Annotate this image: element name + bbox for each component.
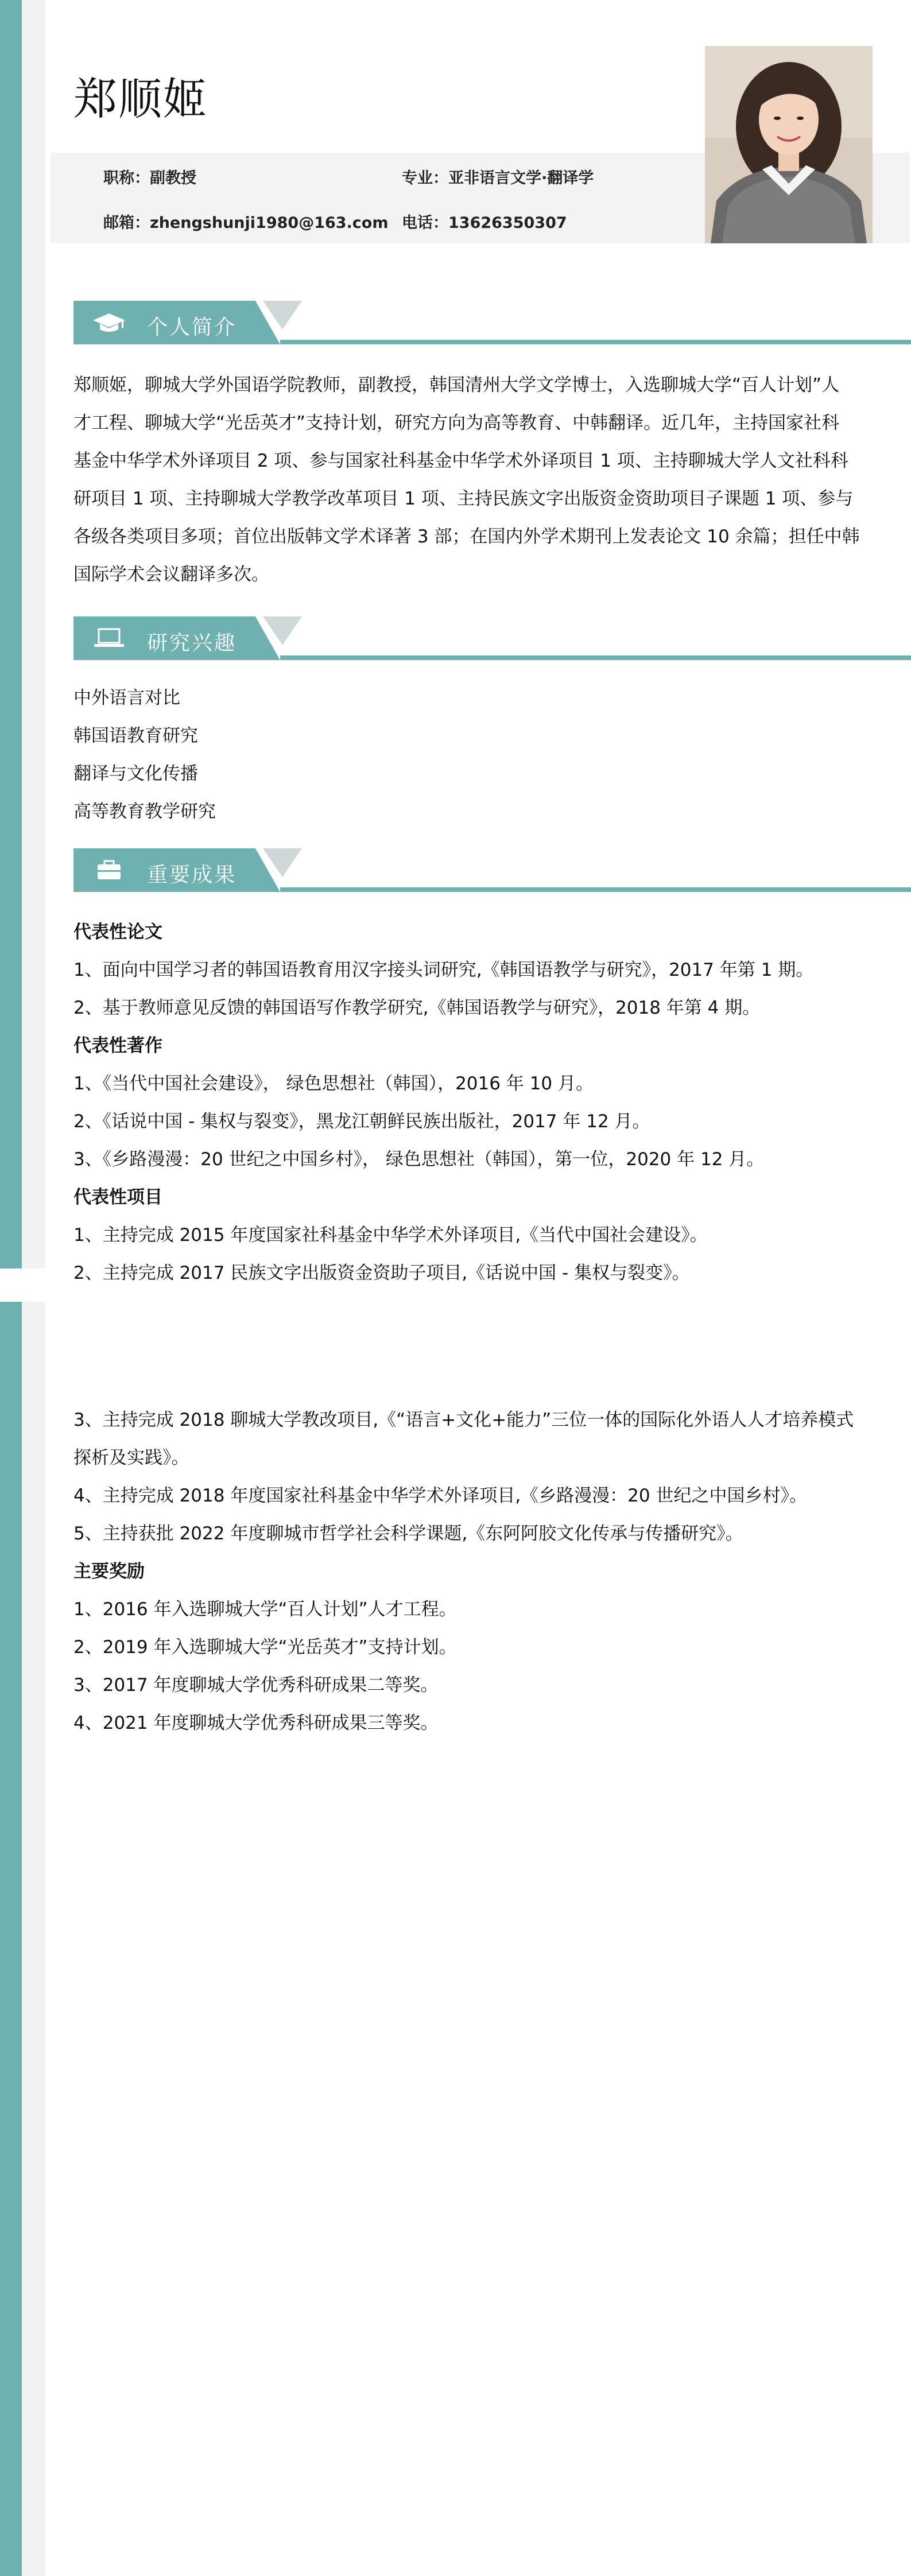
accent-bar-bottom [0, 1302, 22, 2576]
title-label: 职称： [103, 169, 150, 187]
graduation-cap-icon [92, 311, 126, 334]
intro-line: 研项目 1 项、主持聊城大学教学改革项目 1 项、主持民族文字出版资金资助项目子课题 1 项、参与 [73, 488, 854, 509]
phone-field [402, 210, 567, 232]
intro-paragraph [73, 366, 877, 593]
project-item: 3、主持完成 2018 聊城大学教改项目,《“语言+文化+能力”三位一体的国际化外语人人才培养模式 [73, 1410, 854, 1430]
section-rule [280, 655, 911, 660]
project-item: 2、主持完成 2017 民族文字出版资金资助子项目,《话说中国 - 集权与裂变》。 [73, 1263, 690, 1283]
award-item: 2、2019 年入选聊城大学“光岳英才”支持计划。 [73, 1637, 457, 1658]
interest-item: 高等教育教学研究 [73, 801, 216, 822]
intro-line: 基金中华学术外译项目 2 项、参与国家社科基金中华学术外译项目 1 项、主持聊城大学人文社科科 [73, 451, 848, 471]
intro-line: 郑顺姬，聊城大学外国语学院教师，副教授，韩国清州大学文学博士，入选聊城大学“百人计划”人 [73, 375, 840, 395]
laptop-icon [92, 627, 126, 650]
section-header-intro [73, 301, 911, 344]
interest-item: 韩国语教育研究 [73, 726, 198, 746]
section-wedge [263, 616, 302, 645]
paper-item: 2、基于教师意见反馈的韩国语写作教学研究,《韩国语教学与研究》，2018 年第 4 期。 [73, 998, 761, 1018]
section-title-achievements: 重要成果 [147, 863, 237, 887]
major-value: 亚非语言文学·翻译学 [448, 169, 594, 187]
title-value: 副教授 [150, 169, 196, 187]
section-wedge [263, 301, 302, 329]
intro-line: 各级各类项目多项；首位出版韩文学术译著 3 部；在国内外学术期刊上发表论文 10 余篇；担任中韩 [73, 526, 860, 547]
title-field [103, 165, 196, 188]
award-item: 4、2021 年度聊城大学优秀科研成果三等奖。 [73, 1713, 439, 1733]
section-wedge [263, 848, 302, 877]
section-header-achievements [73, 848, 911, 892]
email-value: zhengshunji1980@163.com [150, 214, 389, 232]
projects-heading: 代表性项目 [73, 1187, 162, 1208]
major-field [402, 165, 594, 188]
section-rule [280, 340, 911, 344]
intro-line: 才工程、聊城大学“光岳英才”支持计划，研究方向为高等教育、中韩翻译。近几年，主持国家社科 [73, 413, 840, 433]
papers-heading: 代表性论文 [73, 922, 162, 942]
section-title-interests: 研究兴趣 [147, 631, 237, 655]
phone-label: 电话： [402, 214, 448, 232]
person-name: 郑顺姬 [73, 73, 208, 125]
project-item: 4、主持完成 2018 年度国家社科基金中华学术外译项目,《乡路漫漫：20 世纪之中国乡村》。 [73, 1485, 807, 1506]
book-item: 2、《话说中国 - 集权与裂变》，黑龙江朝鲜民族出版社，2017 年 12 月。 [73, 1111, 650, 1132]
paper-item: 1、面向中国学习者的韩国语教育用汉字接头词研究,《韩国语教学与研究》，2017 年第 1 期。 [73, 960, 814, 980]
project-item-continued: 探析及实践》。 [73, 1448, 189, 1468]
briefcase-icon [92, 859, 126, 882]
major-label: 专业： [402, 169, 448, 187]
interest-item: 中外语言对比 [73, 688, 180, 708]
phone-value: 13626350307 [448, 214, 567, 232]
books-heading: 代表性著作 [73, 1035, 162, 1056]
section-header-interests [73, 616, 911, 660]
portrait-illustration [705, 46, 873, 243]
awards-heading: 主要奖励 [73, 1561, 145, 1582]
book-item: 1、《当代中国社会建设》， 绿色思想社（韩国），2016 年 10 月。 [73, 1073, 594, 1094]
award-item: 3、2017 年度聊城大学优秀科研成果二等奖。 [73, 1675, 439, 1696]
book-item: 3、《乡路漫漫：20 世纪之中国乡村》， 绿色思想社（韩国），第一位，2020 年 12 月。 [73, 1149, 765, 1170]
email-field [103, 210, 389, 232]
section-rule [280, 887, 911, 892]
profile-photo [705, 46, 873, 243]
section-title-intro: 个人简介 [147, 316, 237, 339]
award-item: 1、2016 年入选聊城大学“百人计划”人才工程。 [73, 1599, 457, 1620]
project-item: 5、主持获批 2022 年度聊城市哲学社会科学课题,《东阿阿胶文化传承与传播研究》。 [73, 1523, 743, 1544]
interest-item: 翻译与文化传播 [73, 763, 198, 784]
email-label: 邮箱： [103, 214, 150, 232]
project-item: 1、主持完成 2015 年度国家社科基金中华学术外译项目,《当代中国社会建设》。 [73, 1225, 708, 1246]
intro-line: 国际学术会议翻译多次。 [73, 564, 269, 585]
accent-bar-top [0, 0, 22, 1268]
